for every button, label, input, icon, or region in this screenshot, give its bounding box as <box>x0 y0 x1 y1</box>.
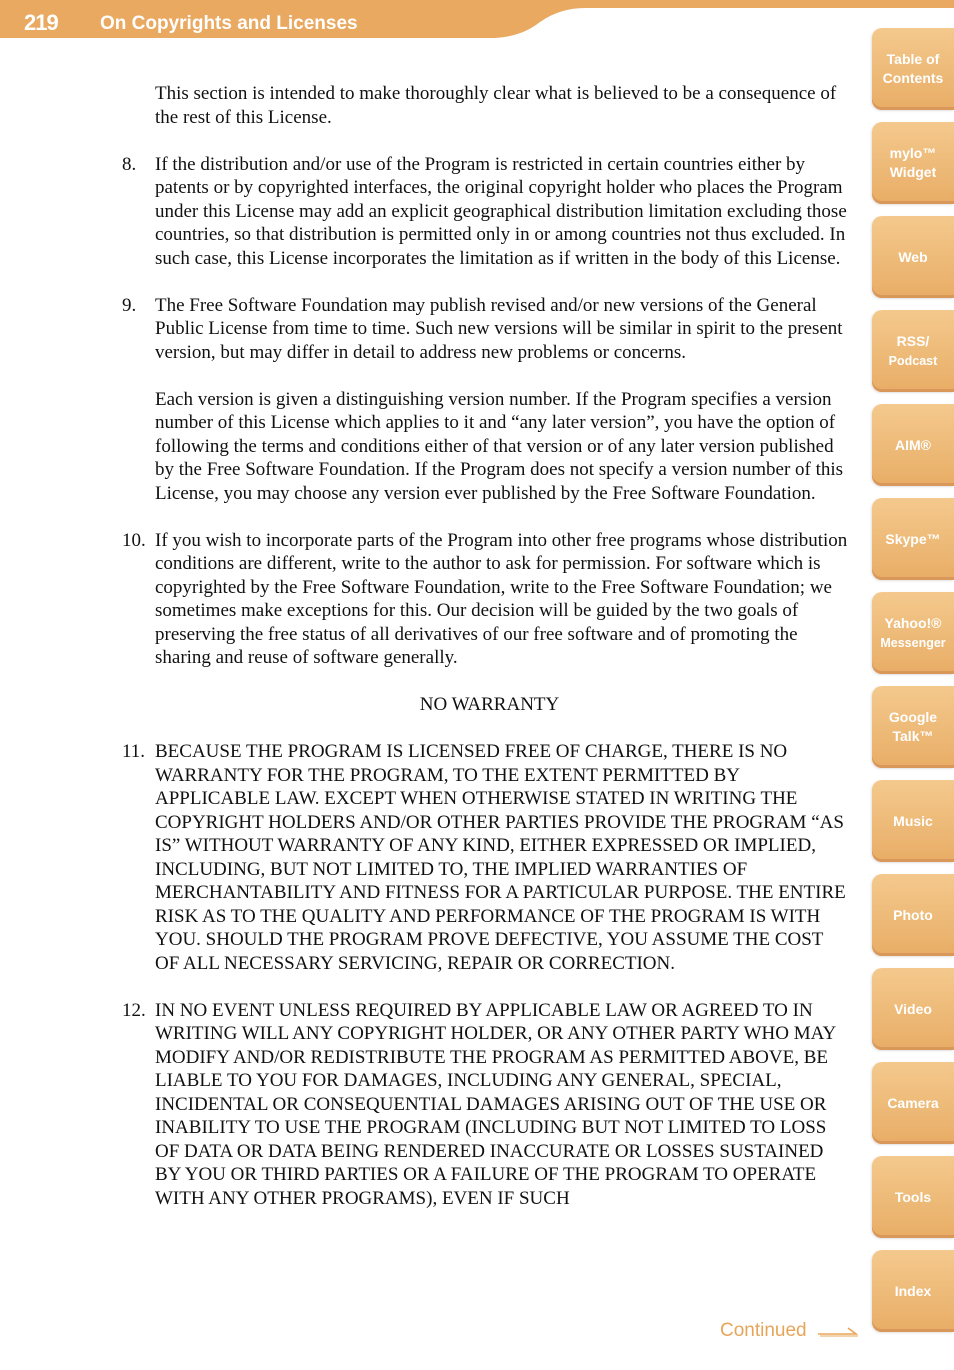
continued-arrow-icon <box>818 1326 860 1338</box>
tab-label: Photo <box>893 906 933 923</box>
tab-label: Music <box>893 812 933 829</box>
tab-label: Yahoo!® <box>884 614 942 631</box>
tab-yahoo-messenger[interactable] <box>872 592 954 674</box>
tab-label: Tools <box>894 1188 932 1205</box>
tab-video[interactable] <box>872 968 954 1050</box>
tab-label: Contents <box>882 70 944 86</box>
tab-label: Camera <box>887 1094 939 1111</box>
clause-number: 12. <box>122 999 146 1021</box>
clause-10 <box>120 529 850 670</box>
clause-number: 8. <box>122 153 137 175</box>
tab-skype[interactable] <box>872 498 954 580</box>
intro-paragraph: This section is intended to make thoroughly clear what is believed to be a consequence of the rest of this License. <box>155 83 837 128</box>
tab-label: Talk™ <box>892 728 934 744</box>
continued-label: Continued <box>720 1320 807 1341</box>
clause-number: 10. <box>122 529 146 551</box>
tab-aim[interactable] <box>872 404 954 486</box>
tab-index[interactable] <box>872 1250 954 1332</box>
clause-text: If you wish to incorporate parts of the Program into other free programs whose distribution conditions are different, write to the author to ask for permission. For software which is copyrighted by the Free Software Foundation, write to the Free Software Foundation; we sometimes make exceptions for this. Our decision will be guided by the two goals of preserving the free status of all derivatives of our free software and of promoting the sharing and reuse of software generally. <box>155 529 848 668</box>
tab-google-talk[interactable] <box>872 686 954 768</box>
clause-9-continuation: Each version is given a distinguishing version number. If the Program specifies a version number of this License which applies to it and “any later version”, you have the option of following the terms and conditions either of that version or of any later version published by the Free Software Foundation. If the Program does not specify a version number of this License, you may choose any version ever published by the Free Software Foundation. <box>155 388 844 504</box>
clause-text: IN NO EVENT UNLESS REQUIRED BY APPLICABLE LAW OR AGREED TO IN WRITING WILL ANY COPYRIGHT HOLDER, OR ANY OTHER PARTY WHO MAY MODIFY AND/OR REDISTRIBUTE THE PROGRAM AS PERMITTED ABOVE, BE LIABLE TO YOU FOR DAMAGES, INCLUDING ANY GENERAL, SPECIAL, INCIDENTAL OR CONSEQUENTIAL DAMAGES ARISING OUT OF THE USE OR INABILITY TO USE THE PROGRAM (INCLUDING BUT NOT LIMITED TO LOSS OF DATA OR DATA BEING RENDERED INACCURATE OR LOSSES SUSTAINED BY YOU OR THIRD PARTIES OR A FAILURE OF THE PROGRAM TO OPERATE WITH ANY OTHER PROGRAMS), EVEN IF SUCH <box>155 999 836 1209</box>
tab-mylo-widget[interactable] <box>872 122 954 204</box>
tab-tools[interactable] <box>872 1156 954 1238</box>
page-header <box>0 0 954 44</box>
tab-camera[interactable] <box>872 1062 954 1144</box>
tab-label: Index <box>894 1282 932 1299</box>
tab-label: RSS/ <box>896 332 930 349</box>
clause-11 <box>120 740 850 975</box>
tab-label: Web <box>898 248 928 265</box>
clause-text: The Free Software Foundation may publish revised and/or new versions of the General Public License from time to time. Such new versions will be similar in spirit to the present version, but may differ in detail to address new problems or concerns. <box>155 294 843 363</box>
clause-9 <box>120 294 850 365</box>
clause-number: 9. <box>122 294 137 316</box>
tab-music[interactable] <box>872 780 954 862</box>
clause-8 <box>120 153 850 271</box>
clause-text: BECAUSE THE PROGRAM IS LICENSED FREE OF CHARGE, THERE IS NO WARRANTY FOR THE PROGRAM, TO THE EXTENT PERMITTED BY APPLICABLE LAW. EXCEPT WHEN OTHERWISE STATED IN WRITING THE COPYRIGHT HOLDERS AND/OR OTHER PARTIES PROVIDE THE PROGRAM “AS IS” WITHOUT WARRANTY OF ANY KIND, EITHER EXPRESSED OR IMPLIED, INCLUDING, BUT NOT LIMITED TO, THE IMPLIED WARRANTIES OF MERCHANTABILITY AND FITNESS FOR A PARTICULAR PURPOSE. THE ENTIRE RISK AS TO THE QUALITY AND PERFORMANCE OF THE PROGRAM IS WITH YOU. SHOULD THE PROGRAM PROVE DEFECTIVE, YOU ASSUME THE COST OF ALL NECESSARY SERVICING, REPAIR OR CORRECTION. <box>155 741 846 974</box>
tab-web[interactable] <box>872 216 954 298</box>
tab-label: Skype™ <box>885 530 941 547</box>
tab-label: AIM® <box>895 436 931 453</box>
tab-label: Google <box>888 709 938 725</box>
tab-table-of-contents[interactable] <box>872 28 954 110</box>
tab-label: mylo™ <box>889 145 937 161</box>
page-title: On Copyrights and Licenses <box>100 13 358 34</box>
tab-label: Messenger <box>880 635 946 650</box>
page-number: 219 <box>24 10 58 35</box>
tab-label: Video <box>894 1000 932 1017</box>
clause-text: If the distribution and/or use of the Program is restricted in certain countries either by patents or by copyrighted interfaces, the original copyright holder who places the Program under this License may add an explicit geographical distribution limitation excluding those countries, so that distribution is permitted only in or among countries not thus excluded. In such case, this License incorporates the limitation as if written in the body of this License. <box>155 153 847 269</box>
clause-12 <box>120 999 850 1211</box>
tab-label: Widget <box>889 164 937 180</box>
document-body <box>120 82 850 1234</box>
clause-number: 11. <box>122 741 146 762</box>
no-warranty-heading: NO WARRANTY <box>419 694 560 715</box>
tab-rss-podcast[interactable] <box>872 310 954 392</box>
tab-photo[interactable] <box>872 874 954 956</box>
tab-label: Table of <box>886 51 940 67</box>
tab-label: Podcast <box>888 353 938 368</box>
